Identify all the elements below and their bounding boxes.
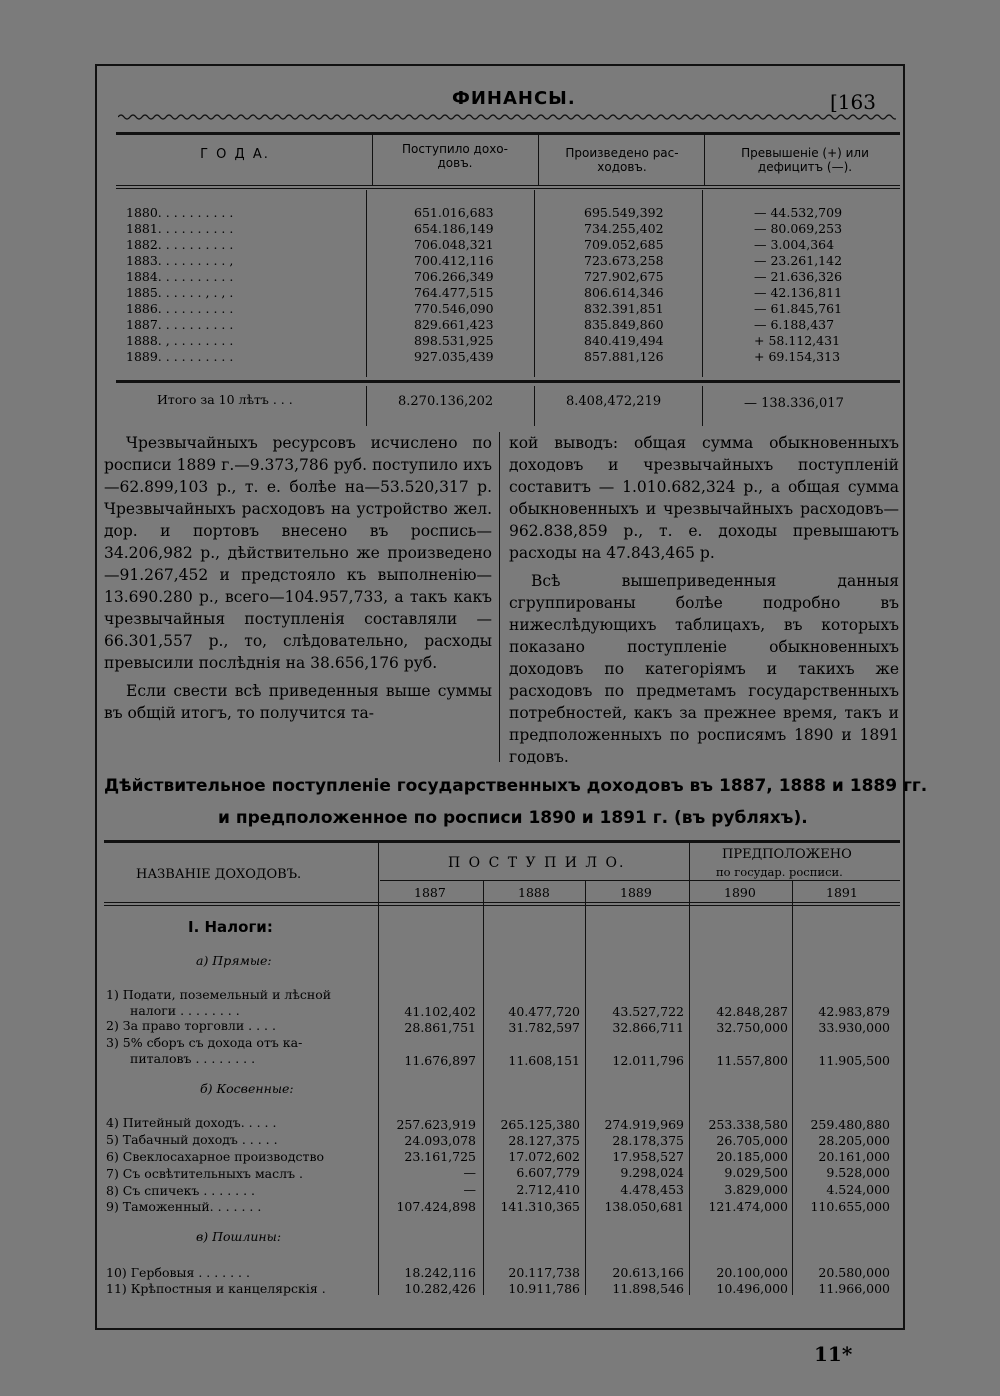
signature-mark: 11*: [814, 1342, 853, 1366]
table2-head-rule-2: [104, 905, 900, 906]
table1-expense-cell: 727.902,675: [584, 269, 664, 284]
table1-balance-cell: — 42.136,811: [754, 285, 843, 300]
table1-expense-cell: 734.255,402: [584, 221, 664, 236]
revenue-value-cell: 257.623,919: [396, 1117, 476, 1132]
revenue-name-cont: налоги . . . . . . . .: [130, 1003, 240, 1018]
paragraph: Чрезвычайныхъ ресурсовъ исчислено по росписи 1889 г.—9.373,786 руб. поступило ихъ—62.899,103 р., т. е. болѣе на—53.520,317 р. Чрезвычайныхъ расходовъ на устройство жел. дор. и портовъ внесено въ роспись—34.206,982 р., дѣйствительно же произведено—91.267,452 и предстояло къ выполненію—13.690.280 р., всего—104.957,733, а такъ какъ чрезвычайныя поступленія составляли — 66.301,557 р., то, слѣдовательно, расходы превысили послѣднія на 38.656,176 руб.: [104, 434, 492, 672]
revenue-value-cell: —: [463, 1182, 476, 1197]
table1-balance-cell: — 80.069,253: [754, 221, 843, 236]
table1-income-cell: 700.412,116: [414, 253, 494, 268]
group-taxes: І. Налоги:: [188, 918, 273, 936]
table1-balance-cell: + 69.154,313: [754, 349, 841, 364]
table1-vline: [372, 135, 373, 185]
table1-balance-cell: — 3.004,364: [754, 237, 835, 252]
paragraph: кой выводъ: общая сумма обыкновенныхъ доходовъ и чрезвычайныхъ поступленій составитъ — 1.010.682,324 р., а общая сумма обыкновенныхъ и чрезвычайныхъ расходовъ—962.838,859 р., т. е. доходы превышаютъ расходы на 47.843,465 р.: [509, 434, 899, 562]
subgroup-indirect: б) Косвенные:: [200, 1081, 294, 1096]
paragraph: Всѣ вышеприведенныя данныя сгруппированы болѣе подробно въ нижеслѣдующихъ таблицахъ, въ которыхъ показано поступленіе обыкновенныхъ доходовъ по категоріямъ и такихъ же расходовъ по предметамъ государственныхъ потребностей, какъ за прежнее время, такъ и предположенныхъ по росписямъ 1890 и 1891 годовъ.: [509, 572, 899, 766]
table1-income-cell: 927.035,439: [414, 349, 494, 364]
revenue-name-cont: питаловъ . . . . . . . .: [130, 1051, 256, 1066]
revenue-name: 4) Питейный доходъ. . . . .: [106, 1115, 277, 1130]
table1-total-income: 8.270.136,202: [398, 394, 494, 409]
ornamental-rule: [118, 112, 896, 122]
revenue-name: 10) Гербовыя . . . . . . .: [106, 1265, 250, 1280]
table1-year-cell: 1887. . . . . . . . . .: [126, 317, 234, 332]
revenue-value-cell: 274.919,969: [604, 1117, 684, 1132]
revenue-value-cell: 41.102,402: [404, 1004, 476, 1019]
revenue-value-cell: 9.029,500: [724, 1165, 788, 1180]
table1-head-rule-2: [116, 188, 900, 189]
revenue-value-cell: 23.161,725: [404, 1149, 476, 1164]
table1-year-cell: 1880. . . . . . . . . .: [126, 205, 234, 220]
year-1887: 1887: [414, 885, 446, 900]
revenue-value-cell: 42.983,879: [818, 1004, 890, 1019]
section-title: Дѣйствительное поступленіе государственныхъ доходовъ въ 1887, 1888 и 1889 гг.: [104, 776, 928, 796]
table1-vline: [538, 135, 539, 185]
table1-year-cell: 1883. . . . . . . . . ,: [126, 253, 234, 268]
revenue-name: 9) Таможенный. . . . . . .: [106, 1199, 262, 1214]
table2-header-planned: ПРЕДПОЛОЖЕНО: [722, 847, 852, 862]
table1-year-cell: 1888. , . . . . . . . .: [126, 333, 234, 348]
table1-vline: [704, 135, 705, 185]
page-number: [163: [830, 90, 876, 114]
revenue-value-cell: 20.117,738: [508, 1265, 580, 1280]
table1-year-cell: 1884. . . . . . . . . .: [126, 269, 234, 284]
table1-income-cell: 770.546,090: [414, 301, 494, 316]
table1-income-cell: 764.477,515: [414, 285, 494, 300]
table2-head-rule: [104, 902, 900, 903]
table1-vline: [534, 386, 535, 426]
table1-vline: [702, 386, 703, 426]
revenue-value-cell: 43.527,722: [612, 1004, 684, 1019]
revenue-value-cell: 107.424,898: [396, 1199, 476, 1214]
revenue-value-cell: 138.050,681: [604, 1199, 684, 1214]
revenue-value-cell: 42.848,287: [716, 1004, 788, 1019]
table1-expense-cell: 806.614,346: [584, 285, 664, 300]
table1-header-income: Поступило дохо- довъ.: [402, 142, 508, 170]
revenue-name: 11) Крѣпостныя и канцелярскія .: [106, 1281, 326, 1296]
revenue-value-cell: 28.205,000: [818, 1133, 890, 1148]
revenue-value-cell: 32.866,711: [612, 1020, 684, 1035]
revenue-value-cell: 33.930,000: [818, 1020, 890, 1035]
subgroup-duties: в) Пошлины:: [196, 1229, 282, 1244]
table2-header-planned-sub: по государ. росписи.: [716, 865, 843, 879]
table1-total-rule: [116, 380, 900, 383]
table1-total-label: Итого за 10 лѣтъ . . .: [157, 392, 293, 407]
revenue-name: 3) 5% сборъ съ дохода отъ ка-: [106, 1035, 303, 1050]
year-1888: 1888: [518, 885, 550, 900]
table1-year-cell: 1889. . . . . . . . . .: [126, 349, 234, 364]
revenue-value-cell: 3.829,000: [724, 1182, 788, 1197]
revenue-value-cell: 28.127,375: [508, 1133, 580, 1148]
table1-balance-cell: — 44.532,709: [754, 205, 843, 220]
revenue-value-cell: 4.478,453: [620, 1182, 684, 1197]
table1-expense-cell: 835.849,860: [584, 317, 664, 332]
revenue-value-cell: 9.528,000: [826, 1165, 890, 1180]
revenue-value-cell: 20.100,000: [716, 1265, 788, 1280]
revenue-value-cell: 141.310,365: [500, 1199, 580, 1214]
table1-header-year: Г О Д А.: [200, 147, 270, 162]
revenue-value-cell: 20.580,000: [818, 1265, 890, 1280]
revenue-name: 6) Свеклосахарное производство: [106, 1149, 325, 1164]
revenue-value-cell: 17.072,602: [508, 1149, 580, 1164]
revenue-value-cell: 18.242,116: [404, 1265, 476, 1280]
revenue-value-cell: 31.782,597: [508, 1020, 580, 1035]
revenue-value-cell: 11.557,800: [716, 1053, 788, 1068]
revenue-value-cell: 10.282,426: [404, 1281, 476, 1296]
revenue-value-cell: 28.861,751: [404, 1020, 476, 1035]
revenue-value-cell: 17.958,527: [612, 1149, 684, 1164]
table2-subhead-rule: [380, 880, 900, 881]
table1-vline: [702, 190, 703, 377]
revenue-value-cell: 4.524,000: [826, 1182, 890, 1197]
table1-vline: [366, 386, 367, 426]
revenue-value-cell: 2.712,410: [516, 1182, 580, 1197]
revenue-value-cell: 6.607,779: [516, 1165, 580, 1180]
revenue-value-cell: 12.011,796: [612, 1053, 684, 1068]
table1-vline: [534, 190, 535, 377]
table1-header-balance: Превышеніе (+) или дефицитъ (—).: [741, 146, 869, 174]
table1-income-cell: 829.661,423: [414, 317, 494, 332]
table1-year-cell: 1882. . . . . . . . . .: [126, 237, 234, 252]
revenue-value-cell: 28.178,375: [612, 1133, 684, 1148]
revenue-name: 5) Табачный доходъ . . . . .: [106, 1132, 278, 1147]
revenue-value-cell: 259.480,880: [810, 1117, 890, 1132]
table2-vline: [378, 843, 379, 1295]
revenue-value-cell: 24.093,078: [404, 1133, 476, 1148]
table1-total-balance: — 138.336,017: [744, 396, 844, 411]
revenue-value-cell: 253.338,580: [708, 1117, 788, 1132]
table1-balance-cell: + 58.112,431: [754, 333, 841, 348]
revenue-value-cell: 20.613,166: [612, 1265, 684, 1280]
table1-expense-cell: 832.391,851: [584, 301, 664, 316]
revenue-value-cell: 11.608,151: [508, 1053, 580, 1068]
table2-vline: [585, 881, 586, 1295]
table2-header-received: П О С Т У П И Л О.: [448, 855, 626, 871]
table2-vline: [792, 881, 793, 1295]
year-1890: 1890: [724, 885, 756, 900]
text-column-left: [104, 432, 492, 724]
text-column-right: [509, 432, 899, 768]
revenue-value-cell: 11.898,546: [612, 1281, 684, 1296]
table1-income-cell: 654.186,149: [414, 221, 494, 236]
year-1891: 1891: [826, 885, 858, 900]
table2-vline: [483, 881, 484, 1295]
table2-top-rule: [104, 840, 900, 843]
table1-expense-cell: 695.549,392: [584, 205, 664, 220]
revenue-name: 1) Подати, поземельный и лѣсной: [106, 987, 332, 1002]
table1-balance-cell: — 21.636,326: [754, 269, 843, 284]
table1-top-rule: [116, 132, 900, 135]
table2-header-name: НАЗВАНІЕ ДОХОДОВЪ.: [136, 867, 302, 882]
table1-total-expense: 8.408,472,219: [566, 394, 662, 409]
table1-year-cell: 1881. . . . . . . . . .: [126, 221, 234, 236]
revenue-value-cell: 40.477,720: [508, 1004, 580, 1019]
revenue-value-cell: 110.655,000: [810, 1199, 890, 1214]
table1-vline: [366, 190, 367, 377]
revenue-value-cell: 26.705,000: [716, 1133, 788, 1148]
table1-income-cell: 651.016,683: [414, 205, 494, 220]
table2-vline: [689, 843, 690, 1295]
table1-expense-cell: 857.881,126: [584, 349, 664, 364]
paragraph: Если свести всѣ приведенныя выше суммы въ общій итогъ, то получится та-: [104, 682, 492, 722]
revenue-name: 8) Съ спичекъ . . . . . . .: [106, 1183, 256, 1198]
revenue-value-cell: 11.905,500: [818, 1053, 890, 1068]
table1-year-cell: 1885. . . . . . , . , .: [126, 285, 234, 300]
table1-balance-cell: — 6.188,437: [754, 317, 835, 332]
revenue-value-cell: 11.676,897: [404, 1053, 476, 1068]
page-title: ФИНАНСЫ.: [452, 88, 576, 109]
revenue-value-cell: 32.750,000: [716, 1020, 788, 1035]
subgroup-direct: а) Прямые:: [196, 953, 272, 968]
table1-balance-cell: — 23.261,142: [754, 253, 843, 268]
table1-income-cell: 706.266,349: [414, 269, 494, 284]
revenue-value-cell: 11.966,000: [818, 1281, 890, 1296]
revenue-value-cell: 265.125,380: [500, 1117, 580, 1132]
table1-expense-cell: 723.673,258: [584, 253, 664, 268]
revenue-name: 2) За право торговли . . . .: [106, 1018, 276, 1033]
table1-income-cell: 898.531,925: [414, 333, 494, 348]
revenue-value-cell: 10.911,786: [508, 1281, 580, 1296]
table1-balance-cell: — 61.845,761: [754, 301, 843, 316]
revenue-value-cell: 20.161,000: [818, 1149, 890, 1164]
revenue-value-cell: 10.496,000: [716, 1281, 788, 1296]
table1-expense-cell: 709.052,685: [584, 237, 664, 252]
revenue-value-cell: 9.298,024: [620, 1165, 684, 1180]
year-1889: 1889: [620, 885, 652, 900]
revenue-value-cell: 121.474,000: [708, 1199, 788, 1214]
table1-head-rule: [116, 185, 900, 186]
table1-year-cell: 1886. . . . . . . . . .: [126, 301, 234, 316]
revenue-value-cell: 20.185,000: [716, 1149, 788, 1164]
table1-income-cell: 706.048,321: [414, 237, 494, 252]
revenue-value-cell: —: [463, 1165, 476, 1180]
table1-header-expense: Произведено рас- ходовъ.: [565, 146, 679, 174]
revenue-name: 7) Съ освѣтительныхъ маслъ .: [106, 1166, 303, 1181]
table1-expense-cell: 840.419,494: [584, 333, 664, 348]
column-divider: [499, 432, 500, 762]
section-subtitle: и предположенное по росписи 1890 и 1891 г. (въ рубляхъ).: [218, 808, 808, 828]
